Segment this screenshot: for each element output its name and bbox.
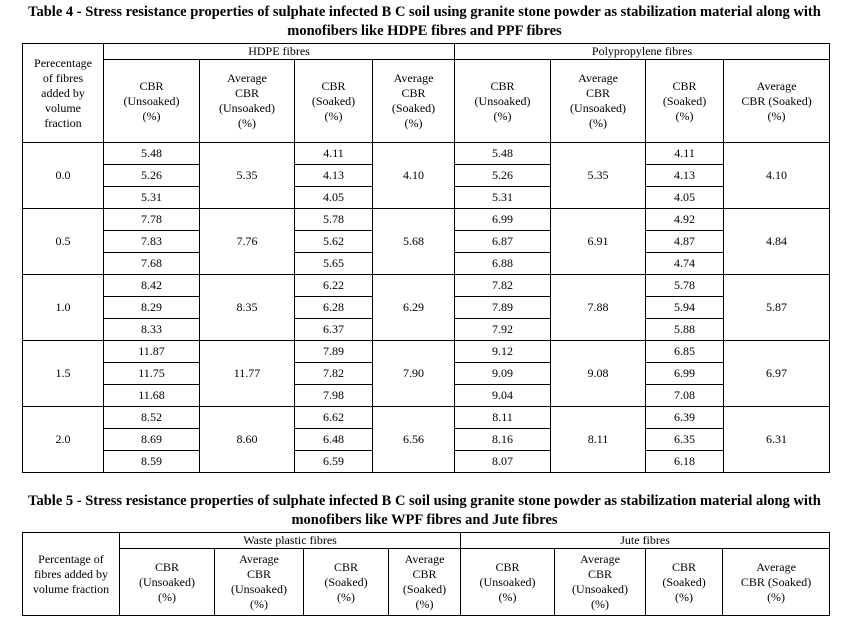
table4-col-header: CBR (Soaked) (%) [295, 60, 373, 143]
table5-col-header: CBR (Unsoaked) (%) [461, 549, 555, 616]
table5-group-header-jute: Jute fibres [461, 533, 830, 549]
hdpe-avg-cbr-soaked-cell: 6.29 [373, 275, 455, 341]
pp-avg-cbr-soaked-cell: 6.31 [724, 407, 830, 473]
table4-col-header: Average CBR (Unsoaked) (%) [551, 60, 646, 143]
pp-cbr-soaked-cell: 4.74 [646, 253, 724, 275]
table5-col-header: Average CBR (Soaked) (%) [723, 549, 830, 616]
table4-col-header: CBR (Unsoaked) (%) [104, 60, 200, 143]
pp-cbr-unsoaked-cell: 5.48 [455, 143, 551, 165]
pp-cbr-unsoaked-cell: 5.31 [455, 187, 551, 209]
pp-avg-cbr-unsoaked-cell: 5.35 [551, 143, 646, 209]
pp-avg-cbr-soaked-cell: 5.87 [724, 275, 830, 341]
hdpe-cbr-unsoaked-cell: 5.31 [104, 187, 200, 209]
hdpe-cbr-unsoaked-cell: 8.69 [104, 429, 200, 451]
hdpe-avg-cbr-unsoaked-cell: 7.76 [200, 209, 295, 275]
table-row [23, 275, 830, 297]
pp-avg-cbr-unsoaked-cell: 7.88 [551, 275, 646, 341]
table4-caption-line1: Table 4 - Stress resistance properties of sulphate infected B C soil using granite stone powder as stabilization material along with [28, 4, 821, 20]
pp-cbr-unsoaked-cell: 6.99 [455, 209, 551, 231]
pp-cbr-unsoaked-cell: 9.09 [455, 363, 551, 385]
fibre-fraction-cell: 0.0 [23, 143, 104, 209]
pp-cbr-soaked-cell: 6.99 [646, 363, 724, 385]
hdpe-cbr-unsoaked-cell: 8.59 [104, 451, 200, 473]
pp-cbr-unsoaked-cell: 9.04 [455, 385, 551, 407]
pp-cbr-unsoaked-cell: 7.89 [455, 297, 551, 319]
pp-cbr-soaked-cell: 6.18 [646, 451, 724, 473]
pp-cbr-soaked-cell: 4.13 [646, 165, 724, 187]
hdpe-cbr-soaked-cell: 6.22 [295, 275, 373, 297]
pp-cbr-soaked-cell: 6.85 [646, 341, 724, 363]
pp-cbr-soaked-cell: 5.88 [646, 319, 724, 341]
pp-cbr-unsoaked-cell: 8.16 [455, 429, 551, 451]
table5-caption-line1: Table 5 - Stress resistance properties of sulphate infected B C soil using granite stone powder as stabilization material along with [28, 493, 821, 509]
hdpe-avg-cbr-unsoaked-cell: 11.77 [200, 341, 295, 407]
hdpe-avg-cbr-soaked-cell: 4.10 [373, 143, 455, 209]
fibre-fraction-cell: 0.5 [23, 209, 104, 275]
table5-col-header: CBR (Soaked) (%) [646, 549, 723, 616]
pp-avg-cbr-soaked-cell: 4.84 [724, 209, 830, 275]
pp-cbr-soaked-cell: 6.35 [646, 429, 724, 451]
hdpe-cbr-soaked-cell: 7.89 [295, 341, 373, 363]
hdpe-avg-cbr-unsoaked-cell: 8.60 [200, 407, 295, 473]
pp-avg-cbr-unsoaked-cell: 8.11 [551, 407, 646, 473]
hdpe-cbr-unsoaked-cell: 7.68 [104, 253, 200, 275]
table5-corner-header: Percentage of fibres added by volume fraction [23, 533, 120, 616]
pp-cbr-soaked-cell: 6.39 [646, 407, 724, 429]
pp-cbr-unsoaked-cell: 6.88 [455, 253, 551, 275]
table5 [22, 532, 830, 616]
table5-col-header: Average CBR (Soaked) (%) [389, 549, 461, 616]
table5-caption [0, 492, 849, 530]
hdpe-cbr-unsoaked-cell: 7.78 [104, 209, 200, 231]
pp-cbr-unsoaked-cell: 5.26 [455, 165, 551, 187]
table4-caption [0, 3, 849, 41]
hdpe-cbr-soaked-cell: 5.78 [295, 209, 373, 231]
table4 [22, 43, 830, 473]
pp-cbr-soaked-cell: 4.05 [646, 187, 724, 209]
table5-col-header: CBR (Soaked) (%) [304, 549, 389, 616]
table5-group-header-wpf: Waste plastic fibres [120, 533, 461, 549]
table4-caption-line2: monofibers like HDPE fibres and PPF fibres [287, 23, 562, 39]
table-row [23, 209, 830, 231]
fibre-fraction-cell: 1.5 [23, 341, 104, 407]
hdpe-cbr-unsoaked-cell: 5.48 [104, 143, 200, 165]
hdpe-avg-cbr-soaked-cell: 5.68 [373, 209, 455, 275]
pp-avg-cbr-unsoaked-cell: 9.08 [551, 341, 646, 407]
pp-avg-cbr-soaked-cell: 4.10 [724, 143, 830, 209]
table4-group-header-hdpe: HDPE fibres [104, 44, 455, 60]
table-row [23, 407, 830, 429]
fibre-fraction-cell: 1.0 [23, 275, 104, 341]
hdpe-cbr-soaked-cell: 6.62 [295, 407, 373, 429]
pp-cbr-unsoaked-cell: 8.11 [455, 407, 551, 429]
hdpe-avg-cbr-soaked-cell: 6.56 [373, 407, 455, 473]
pp-cbr-soaked-cell: 4.11 [646, 143, 724, 165]
table5-caption-line2: monofibers like WPF fibres and Jute fibres [291, 512, 558, 528]
hdpe-cbr-unsoaked-cell: 8.52 [104, 407, 200, 429]
pp-avg-cbr-soaked-cell: 6.97 [724, 341, 830, 407]
pp-cbr-unsoaked-cell: 9.12 [455, 341, 551, 363]
pp-cbr-soaked-cell: 5.94 [646, 297, 724, 319]
pp-cbr-soaked-cell: 7.08 [646, 385, 724, 407]
hdpe-avg-cbr-soaked-cell: 7.90 [373, 341, 455, 407]
pp-cbr-soaked-cell: 4.92 [646, 209, 724, 231]
pp-cbr-unsoaked-cell: 7.82 [455, 275, 551, 297]
hdpe-cbr-unsoaked-cell: 11.87 [104, 341, 200, 363]
hdpe-cbr-unsoaked-cell: 11.68 [104, 385, 200, 407]
hdpe-cbr-soaked-cell: 4.11 [295, 143, 373, 165]
table5-col-header: Average CBR (Unsoaked) (%) [555, 549, 646, 616]
hdpe-cbr-soaked-cell: 6.59 [295, 451, 373, 473]
table4-group-header-pp: Polypropylene fibres [455, 44, 830, 60]
hdpe-cbr-soaked-cell: 7.98 [295, 385, 373, 407]
table4-col-header: Average CBR (Soaked) (%) [373, 60, 455, 143]
table-row [23, 143, 830, 165]
hdpe-cbr-unsoaked-cell: 8.42 [104, 275, 200, 297]
hdpe-cbr-soaked-cell: 5.65 [295, 253, 373, 275]
table5-col-header: CBR (Unsoaked) (%) [120, 549, 215, 616]
fibre-fraction-cell: 2.0 [23, 407, 104, 473]
pp-cbr-soaked-cell: 5.78 [646, 275, 724, 297]
hdpe-avg-cbr-unsoaked-cell: 8.35 [200, 275, 295, 341]
table4-col-header: CBR (Unsoaked) (%) [455, 60, 551, 143]
pp-cbr-unsoaked-cell: 8.07 [455, 451, 551, 473]
table4-corner-header: Perecentage of fibres added by volume fraction [23, 44, 104, 143]
hdpe-cbr-unsoaked-cell: 5.26 [104, 165, 200, 187]
hdpe-cbr-soaked-cell: 5.62 [295, 231, 373, 253]
pp-cbr-soaked-cell: 4.87 [646, 231, 724, 253]
hdpe-cbr-soaked-cell: 4.13 [295, 165, 373, 187]
table4-col-header: Average CBR (Unsoaked) (%) [200, 60, 295, 143]
table-row [23, 341, 830, 363]
hdpe-cbr-soaked-cell: 6.28 [295, 297, 373, 319]
hdpe-cbr-unsoaked-cell: 8.29 [104, 297, 200, 319]
table4-col-header: Average CBR (Soaked) (%) [724, 60, 830, 143]
hdpe-cbr-soaked-cell: 6.37 [295, 319, 373, 341]
table5-col-header: Average CBR (Unsoaked) (%) [215, 549, 304, 616]
hdpe-cbr-unsoaked-cell: 11.75 [104, 363, 200, 385]
hdpe-cbr-soaked-cell: 7.82 [295, 363, 373, 385]
hdpe-cbr-unsoaked-cell: 8.33 [104, 319, 200, 341]
hdpe-cbr-soaked-cell: 4.05 [295, 187, 373, 209]
pp-cbr-unsoaked-cell: 7.92 [455, 319, 551, 341]
pp-avg-cbr-unsoaked-cell: 6.91 [551, 209, 646, 275]
pp-cbr-unsoaked-cell: 6.87 [455, 231, 551, 253]
hdpe-avg-cbr-unsoaked-cell: 5.35 [200, 143, 295, 209]
hdpe-cbr-soaked-cell: 6.48 [295, 429, 373, 451]
hdpe-cbr-unsoaked-cell: 7.83 [104, 231, 200, 253]
table4-col-header: CBR (Soaked) (%) [646, 60, 724, 143]
